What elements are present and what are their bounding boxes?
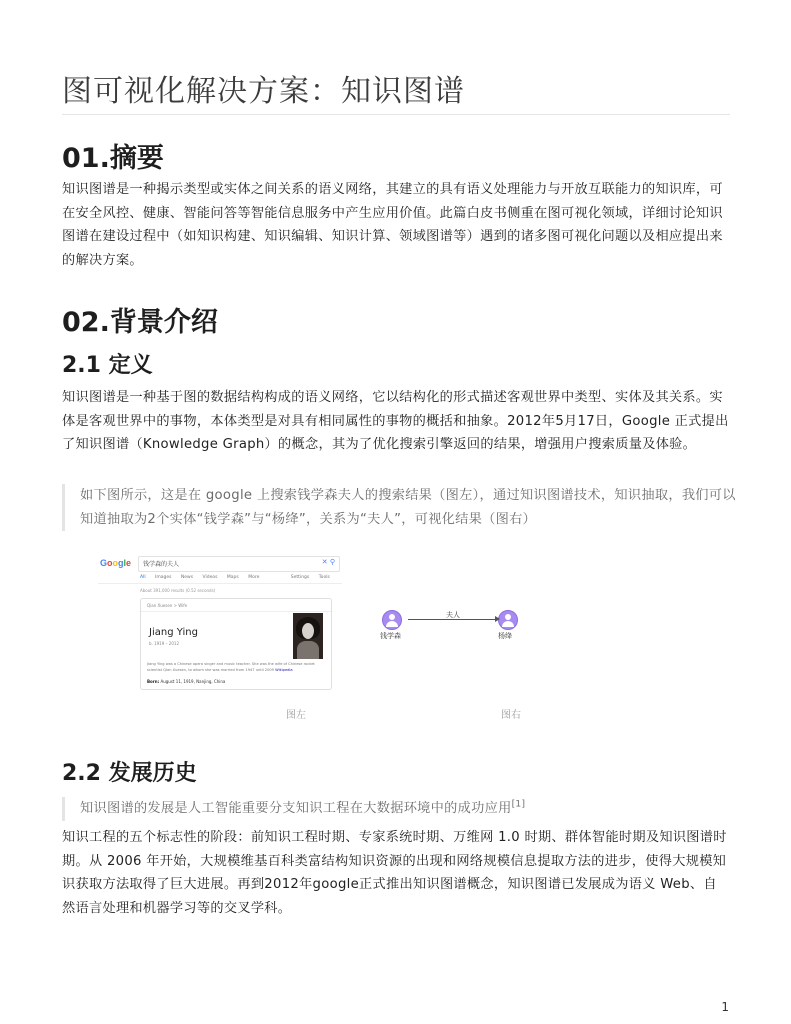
tab-images: Images xyxy=(155,575,172,580)
person-node-icon xyxy=(382,610,402,630)
person-node-icon xyxy=(498,610,518,630)
tab-more: More xyxy=(248,575,260,580)
tabs-divider xyxy=(98,583,342,584)
entity-description-text: Jiang Ying was a Chinese opera singer and music teacher. She was the wife of Chinese rocket scientist Qian Xuesen, to whom she was married from 1947 until 2009 xyxy=(147,662,315,672)
wikipedia-link: Wikipedia xyxy=(275,667,293,672)
knowledge-panel xyxy=(140,598,332,690)
page-title: 图可视化解决方案：知识图谱 xyxy=(62,74,465,109)
page-number: 1 xyxy=(721,1000,729,1014)
tab-all: All xyxy=(140,575,146,580)
knowledge-breadcrumb: Qian Xuesen > Wife xyxy=(147,603,188,608)
search-box xyxy=(138,556,340,572)
title-divider xyxy=(62,114,730,115)
section-heading-background: 02.背景介绍 xyxy=(62,307,218,338)
figure-left-caption: 图左 xyxy=(286,710,306,721)
search-query: 钱学森的夫人 xyxy=(143,561,180,568)
history-paragraph: 知识工程的五个标志性的阶段：前知识工程时期、专家系统时期、万维网 1.0 时期、群体智能时期及知识图谱时期。从 2006 年开始，大规模维基百科类富结构知识资源的出现和网络规模信息提取方法的进步，使得大规模知识获取方法取得了巨大进展。再到2012年google正式推出知识图谱概念，知识图谱已发展成为语义 Web、自然语言处理和机器学习等的交叉学科。 xyxy=(62,830,727,916)
entity-name: Jiang Ying xyxy=(149,627,198,638)
node-b-label: 杨绛 xyxy=(498,632,512,640)
citation-ref[interactable]: [1] xyxy=(511,799,526,810)
definition-quote: 如下图所示，这是在 google 上搜索钱学森夫人的搜索结果（图左），通过知识图谱技术，知识抽取，我们可以知道抽取为2个实体“钱学森”与“杨绛”，关系为“夫人”，可视化结果（图右） xyxy=(62,484,740,531)
subsection-heading-definition: 2.1 定义 xyxy=(62,353,153,378)
entity-dates: b. 1919 – 2012 xyxy=(149,641,179,646)
knowledge-divider xyxy=(141,611,331,612)
search-icon: ✕ ⚲ xyxy=(321,558,335,566)
definition-paragraph: 知识图谱是一种基于图的数据结构构成的语义网络，它以结构化的形式描述客观世界中类型、实体及其关系。实体是客观世界中的事物，本体类型是对具有相同属性的事物的概括和抽象。2012年5月17日，Google 正式提出了知识图谱（Knowledge Graph）的概念，其为了优化搜索引擎返回的结果，增强用户搜索质量及体验。 xyxy=(62,390,729,453)
tab-news: News xyxy=(180,575,194,580)
entity-born xyxy=(147,679,225,684)
entity-description xyxy=(147,662,327,673)
born-label: Born: xyxy=(147,679,160,684)
tab-settings: Settings xyxy=(290,575,310,580)
search-result-screenshot xyxy=(98,548,342,690)
entity-photo xyxy=(293,613,323,659)
tab-videos: Videos xyxy=(202,575,218,580)
photo-face xyxy=(302,623,314,639)
person-head xyxy=(505,614,511,620)
photo-shoulders xyxy=(297,641,319,659)
arrow-right-icon xyxy=(495,616,500,622)
born-value: August 11, 1919, Nanjing, China xyxy=(160,679,226,684)
tab-tools: Tools xyxy=(318,575,330,580)
person-head xyxy=(389,614,395,620)
person-body xyxy=(386,621,398,627)
search-tabs xyxy=(140,575,338,580)
result-count: About 391,000 results (0.52 seconds) xyxy=(140,588,216,593)
person-body xyxy=(502,621,514,627)
node-a-label: 钱学森 xyxy=(380,632,401,640)
summary-paragraph: 知识图谱是一种揭示类型或实体之间关系的语义网络，其建立的具有语义处理能力与开放互联能力的知识库，可在安全风控、健康、智能问答等智能信息服务中产生应用价值。此篇白皮书侧重在图可视化领域，详细讨论知识图谱在建设过程中（如知识构建、知识编辑、知识计算、领域图谱等）遇到的诸多图可视化问题以及相应提出来的解决方案。 xyxy=(62,182,723,268)
subsection-heading-history: 2.2 发展历史 xyxy=(62,761,197,786)
figure-right-caption: 图右 xyxy=(501,710,521,721)
google-logo: Google xyxy=(100,558,132,568)
relation-label: 夫人 xyxy=(446,611,460,619)
relation-graph xyxy=(382,596,522,646)
section-heading-summary: 01.摘要 xyxy=(62,143,164,174)
tab-maps: Maps xyxy=(226,575,239,580)
history-quote xyxy=(62,797,740,821)
history-quote-text: 知识图谱的发展是人工智能重要分支知识工程在大数据环境中的成功应用 xyxy=(80,801,512,816)
